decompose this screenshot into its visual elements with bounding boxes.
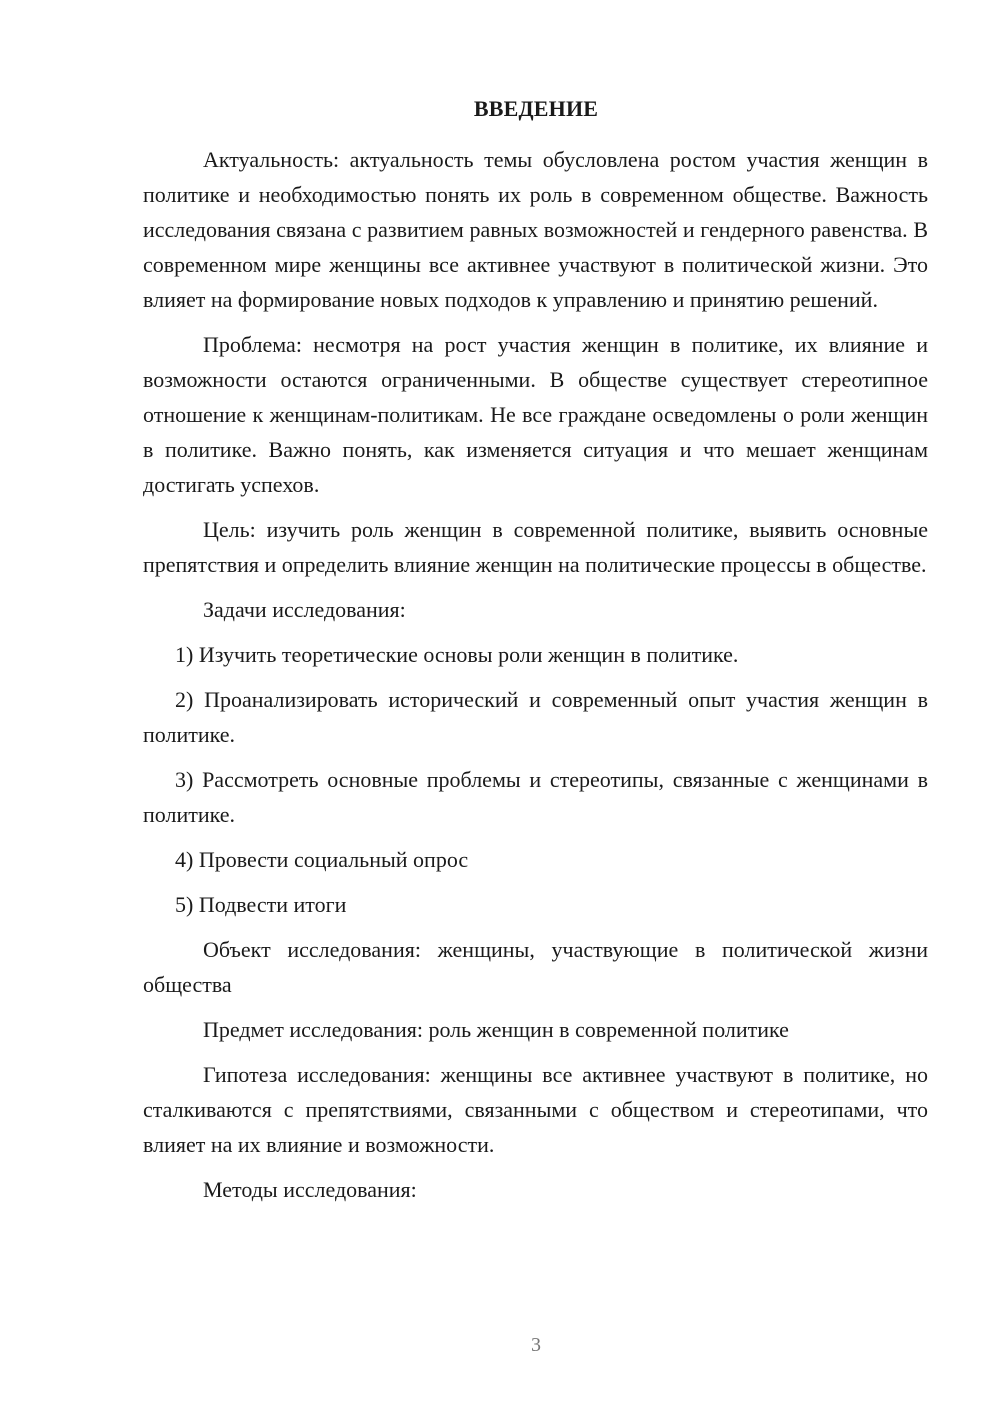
- paragraph-methods: Методы исследования:: [203, 1177, 417, 1202]
- paragraph-hypothesis: Гипотеза исследования: женщины все активнее участвуют в политике, но сталкиваются с препятствиями, связанными с обществом и стереотипами, что влияет на их влияние и возможности.: [143, 1062, 928, 1157]
- paragraph-goal: Цель: изучить роль женщин в современной политике, выявить основные препятствия и определить влияние женщин на политические процессы в обществе.: [143, 517, 928, 577]
- paragraph-object: Объект исследования: женщины, участвующие в политической жизни общества: [143, 937, 928, 997]
- page-title: ВВЕДЕНИЕ: [473, 96, 599, 121]
- task-item-2: 2) Проанализировать исторический и современный опыт участия женщин в политике.: [143, 687, 928, 747]
- paragraph-tasks-heading: Задачи исследования:: [203, 597, 406, 622]
- paragraph-subject: Предмет исследования: роль женщин в современной политике: [203, 1017, 789, 1042]
- document-body: [143, 142, 928, 1217]
- task-item-3: 3) Рассмотреть основные проблемы и стереотипы, связанные с женщинами в политике.: [143, 767, 928, 827]
- paragraph-problem: Проблема: несмотря на рост участия женщин в политике, их влияние и возможности остаются ограниченными. В обществе существует стереотипное отношение к женщинам-политикам. Не все граждане осведомлены о роли женщин в политике. Важно понять, как изменяется ситуация и что мешает женщинам достигать успехов.: [143, 332, 928, 497]
- paragraph-relevance: Актуальность: актуальность темы обусловлена ростом участия женщин в политике и необходимостью понять их роль в современном обществе. Важность исследования связана с развитием равных возможностей и гендерного равенства. В современном мире женщины все активнее участвуют в политической жизни. Это влияет на формирование новых подходов к управлению и принятию решений.: [143, 147, 928, 312]
- task-item-4: 4) Провести социальный опрос: [175, 847, 469, 872]
- task-item-5: 5) Подвести итоги: [175, 892, 347, 917]
- page-number: 3: [531, 1334, 541, 1356]
- task-item-1: 1) Изучить теоретические основы роли женщин в политике.: [175, 642, 739, 667]
